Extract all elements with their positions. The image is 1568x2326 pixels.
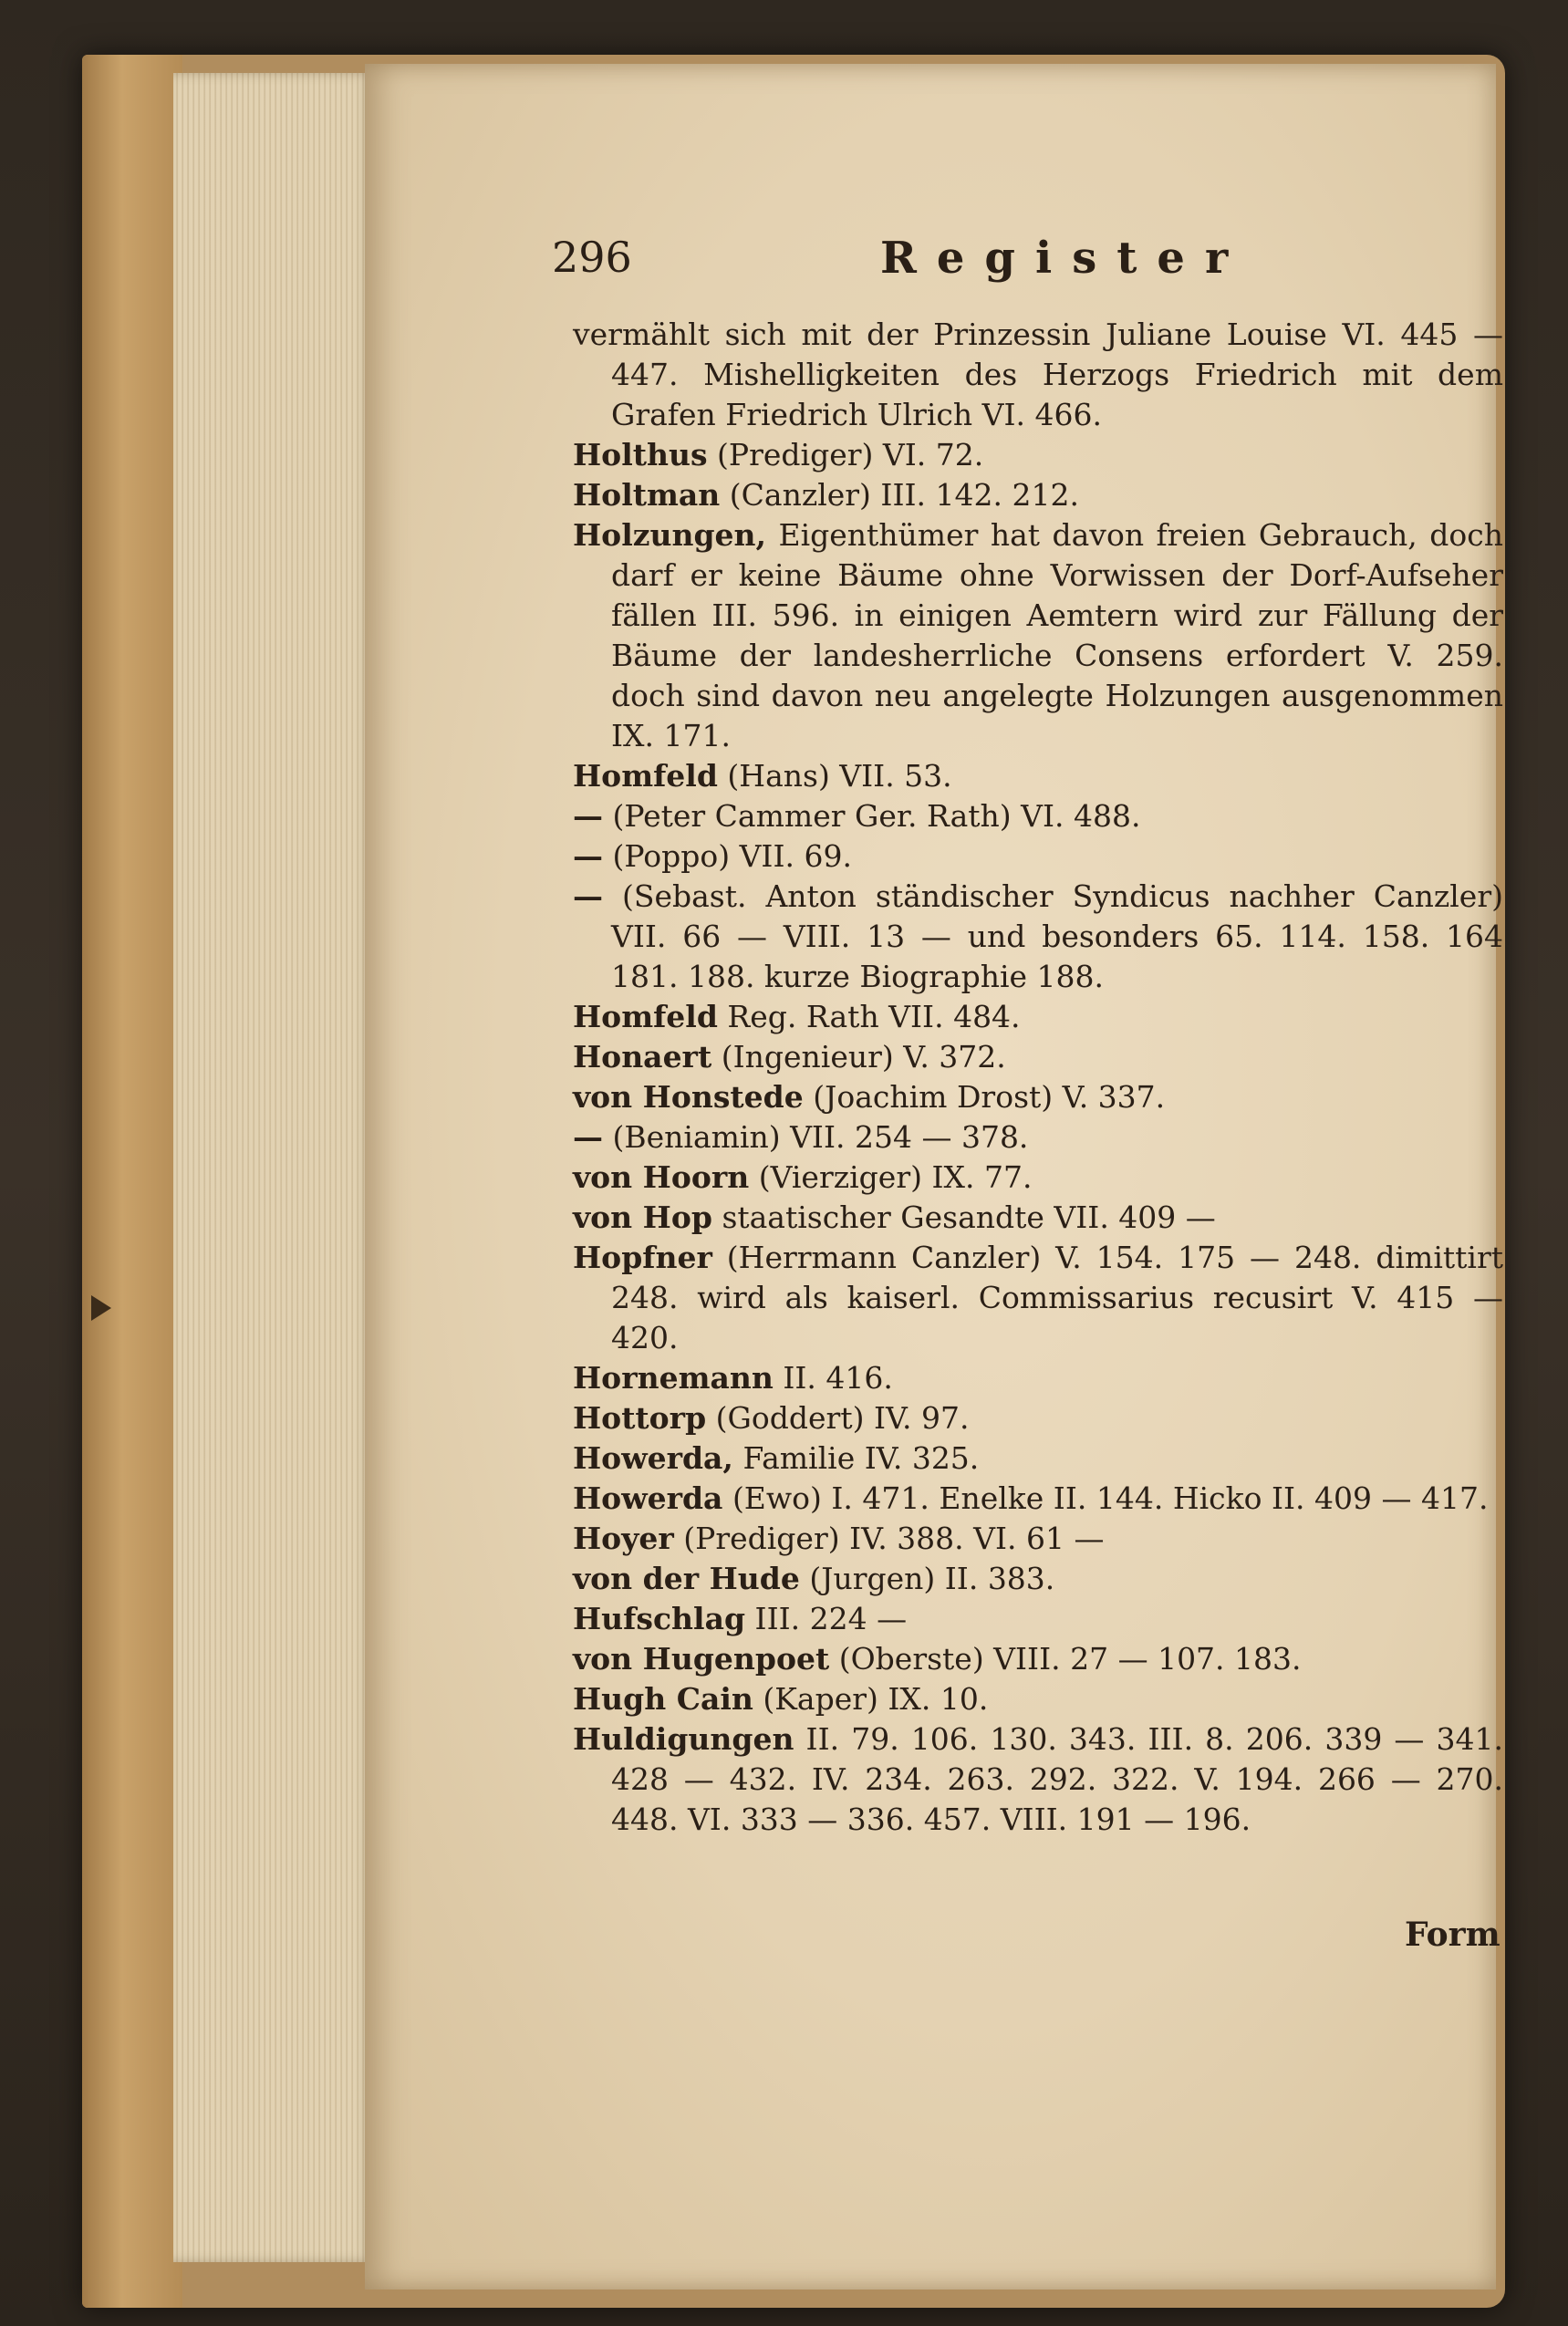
entry-text: (Kaper) IX. 10. — [763, 1681, 989, 1717]
entry-text: vermählt sich mit der Prinzessin Juliane Louise VI. 445 — 447. Mishelligkeiten des Herzogs Friedrich mit dem Grafen Friedrich Ulrich VI. 466. — [573, 317, 1503, 432]
entry-headword: Hottorp — [573, 1400, 707, 1436]
entry-text: Reg. Rath VII. 484. — [727, 999, 1021, 1034]
register-entry — [573, 1599, 1503, 1639]
cover-edge — [82, 55, 182, 2308]
register-entry — [573, 756, 1503, 796]
register-entry — [573, 515, 1503, 756]
entry-text: (Poppo) VII. 69. — [612, 838, 852, 874]
entry-text: (Beniamin) VII. 254 — 378. — [612, 1119, 1029, 1155]
register-entry — [573, 1679, 1503, 1719]
entry-text: (Sebast. Anton ständischer Syndicus nachher Canzler) VII. 66 — VIII. 13 — und besonders 65. 114. 158. 164 181. 188. kurze Biographie 188. — [611, 878, 1503, 994]
entry-text: (Goddert) IV. 97. — [715, 1400, 970, 1436]
register-entry — [573, 1037, 1503, 1077]
register-entries — [573, 315, 1503, 1840]
entry-text: (Ewo) I. 471. Enelke II. 144. Hicko II. 409 — 417. — [732, 1480, 1489, 1516]
register-entry — [573, 1117, 1503, 1158]
register-entry — [573, 1358, 1503, 1398]
entry-text: (Prediger) VI. 72. — [717, 437, 984, 472]
entry-text: (Peter Cammer Ger. Rath) VI. 488. — [612, 798, 1141, 834]
register-entry — [573, 836, 1503, 877]
entry-text: (Herrmann Canzler) V. 154. 175 — 248. dimittirt 248. wird als kaiserl. Commissarius recusirt V. 415 — 420. — [611, 1240, 1504, 1355]
register-entry — [573, 1198, 1503, 1238]
register-entry — [573, 1559, 1503, 1599]
entry-headword: Holzungen, — [573, 517, 767, 553]
entry-text: (Prediger) IV. 388. VI. 61 — — [683, 1521, 1105, 1556]
register-entry — [573, 796, 1503, 836]
register-entry — [573, 997, 1503, 1037]
entry-headword: Huldigungen — [573, 1721, 794, 1757]
entry-headword: — — [573, 838, 603, 874]
register-entry — [573, 1077, 1503, 1117]
entry-text: III. 224 — — [754, 1601, 908, 1636]
register-entry — [573, 1438, 1503, 1479]
register-entry — [573, 1719, 1503, 1840]
entry-text: (Oberste) VIII. 27 — 107. 183. — [838, 1641, 1302, 1677]
entry-text: Familie IV. 325. — [742, 1440, 980, 1476]
entry-headword: Hufschlag — [573, 1601, 746, 1636]
entry-headword: Homfeld — [573, 999, 718, 1034]
register-entry — [573, 475, 1503, 515]
entry-headword: Howerda — [573, 1480, 723, 1516]
register-entry — [573, 435, 1503, 475]
entry-headword: Homfeld — [573, 758, 718, 794]
entry-text: (Canzler) III. 142. 212. — [729, 477, 1079, 513]
catch-word: Form — [1405, 1916, 1501, 1954]
page-stack — [173, 73, 374, 2262]
entry-text: II. 416. — [783, 1360, 893, 1396]
entry-headword: Hornemann — [573, 1360, 774, 1396]
entry-text: staatischer Gesandte VII. 409 — — [722, 1199, 1216, 1235]
register-entry — [573, 1519, 1503, 1559]
entry-headword: Holtman — [573, 477, 721, 513]
entry-headword: Honaert — [573, 1039, 712, 1075]
entry-text: (Joachim Drost) V. 337. — [813, 1079, 1166, 1115]
entry-headword: von der Hude — [573, 1561, 800, 1596]
register-entry — [573, 1158, 1503, 1198]
running-title: Register — [880, 233, 1249, 284]
register-entry — [573, 877, 1503, 997]
register-entry — [573, 1639, 1503, 1679]
margin-arrow-icon — [91, 1295, 111, 1321]
entry-text: (Ingenieur) V. 372. — [721, 1039, 1006, 1075]
entry-headword: von Hop — [573, 1199, 712, 1235]
register-entry — [573, 1479, 1503, 1519]
page-header — [552, 233, 1249, 296]
entry-text: II. 79. 106. 130. 343. III. 8. 206. 339 — 341. 428 — 432. IV. 234. 263. 292. 322. V. 194. 266 — 270. 448. VI. 333 — 336. 457. VIII. 191 — 196. — [611, 1721, 1503, 1837]
entry-headword: Howerda, — [573, 1440, 733, 1476]
entry-headword: — — [573, 798, 603, 834]
entry-headword: Hoyer — [573, 1521, 674, 1556]
entry-headword: Holthus — [573, 437, 708, 472]
entry-headword: — — [573, 878, 603, 914]
entry-headword: Hugh Cain — [573, 1681, 753, 1717]
entry-text: (Jurgen) II. 383. — [809, 1561, 1055, 1596]
entry-headword: Hopfner — [573, 1240, 712, 1275]
entry-headword: von Hoorn — [573, 1159, 750, 1195]
entry-headword: von Hugenpoet — [573, 1641, 830, 1677]
page-number: 296 — [552, 233, 632, 282]
entry-headword: — — [573, 1119, 603, 1155]
register-entry — [573, 1398, 1503, 1438]
register-entry — [573, 1238, 1503, 1358]
entry-text: (Vierziger) IX. 77. — [758, 1159, 1033, 1195]
entry-text: (Hans) VII. 53. — [727, 758, 952, 794]
entry-headword: von Honstede — [573, 1079, 804, 1115]
register-entry — [573, 315, 1503, 435]
entry-text: Eigenthümer hat davon freien Gebrauch, doch darf er keine Bäume ohne Vorwissen der Dorf-Aufseher fällen III. 596. in einigen Aemtern wird zur Fällung der Bäume der landesherrliche Consens erfordert V. 259. doch sind davon neu angelegte Holzungen ausgenommen IX. 171. — [611, 517, 1503, 753]
